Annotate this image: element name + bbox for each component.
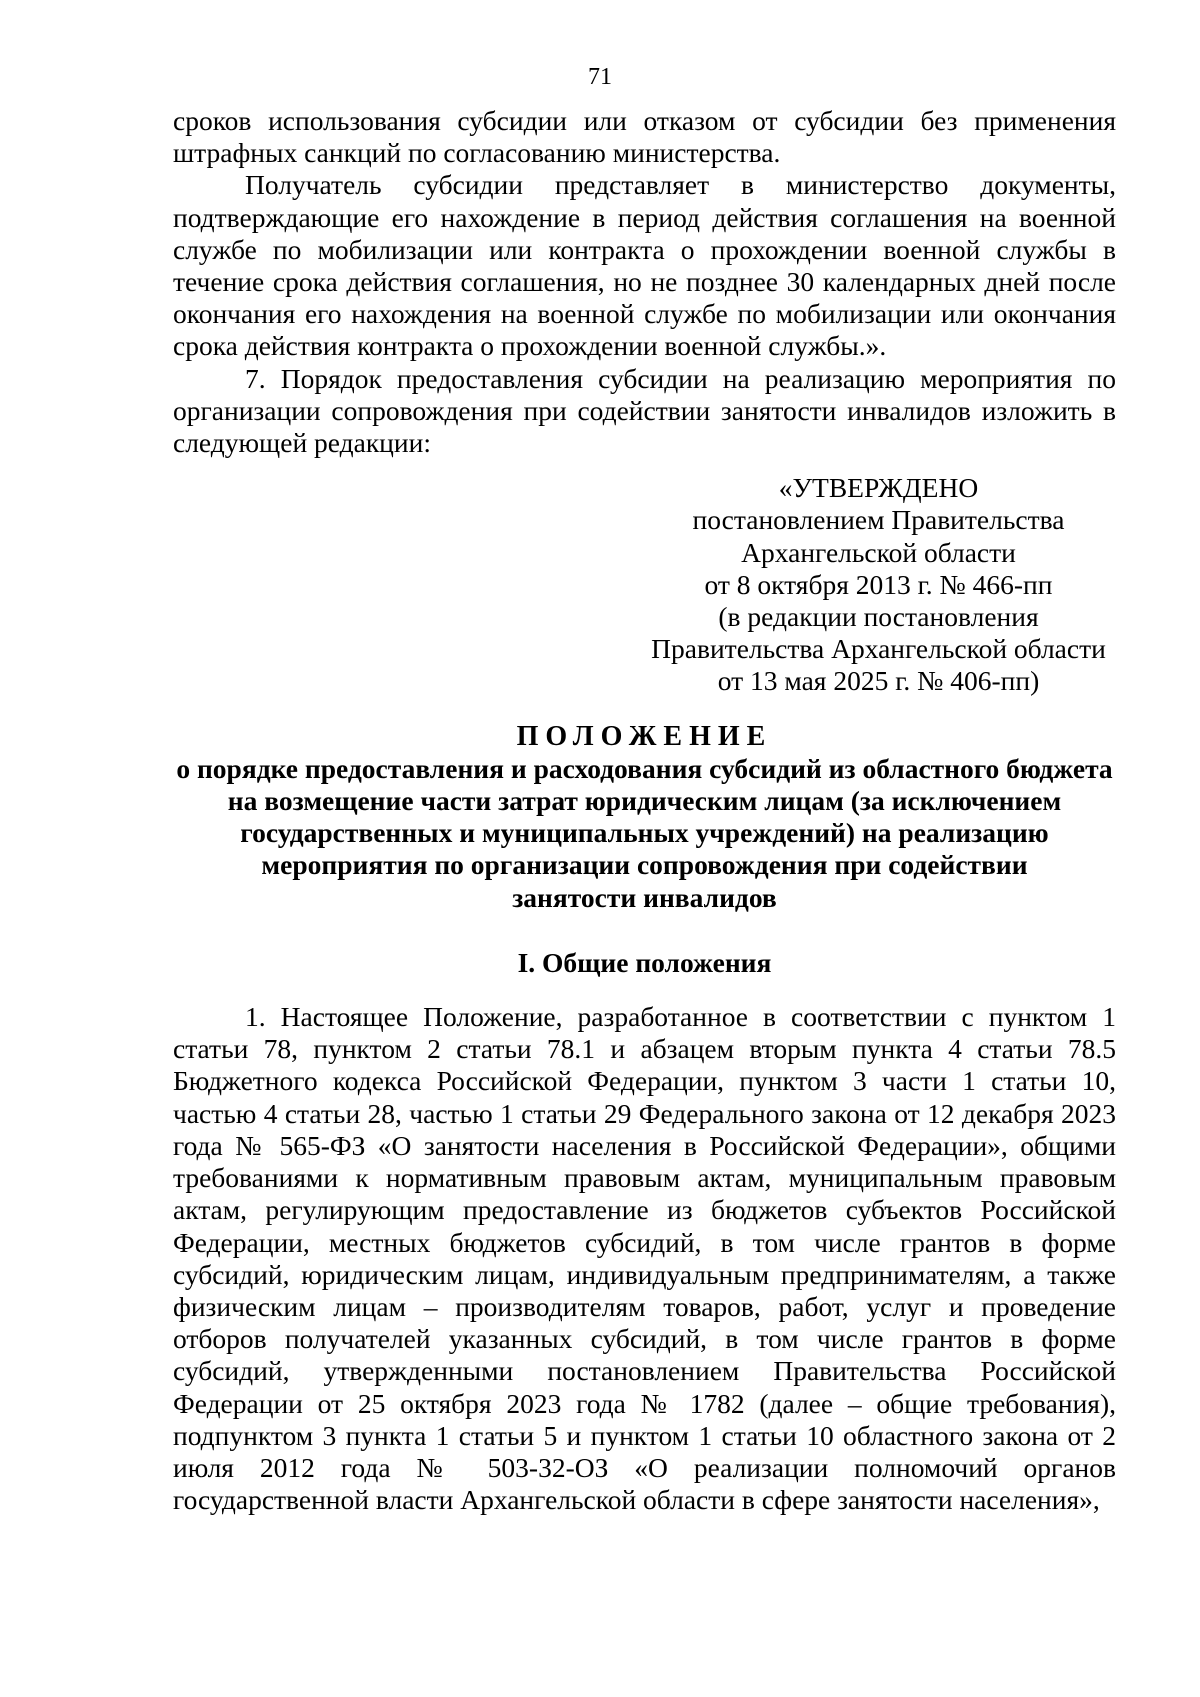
approval-line: «УТВЕРЖДЕНО bbox=[778, 472, 979, 504]
section-heading: I. Общие положения bbox=[517, 946, 772, 978]
subtitle-line: на возмещение части затрат юридическим лицам (за исключением bbox=[227, 785, 1062, 817]
approval-stamp-block bbox=[641, 472, 1116, 697]
amendment-item-7-paragraph: 7. Порядок предоставления субсидии на реализацию мероприятия по организации сопровождения при содействии занятости инвалидов изложить в следующей редакции: bbox=[173, 362, 1116, 459]
approval-line: от 13 мая 2025 г. № 406-пп) bbox=[717, 665, 1040, 697]
approval-line: постановлением Правительства bbox=[692, 504, 1065, 536]
approval-line: Правительства Архангельской области bbox=[651, 633, 1106, 665]
section-paragraph-1: 1. Настоящее Положение, разработанное в соответствии с пунктом 1 статьи 78, пунктом 2 статьи 78.1 и абзацем вторым пункта 4 статьи 78.5 Бюджетного кодекса Российской Федерации, пунктом 3 части 1 статьи 10, частью 4 статьи 28, частью 1 статьи 29 Федерального закона от 12 декабря 2023 года № 565-ФЗ «О занятости населения в Российской Федерации», общими требованиями к нормативным правовым актам, муниципальным правовым актам, регулирующим предоставление из бюджетов субъектов Российской Федерации, местных бюджетов субсидий, в том числе грантов в форме субсидий, юридическим лицам, индивидуальным предпринимателям, а также физическим лицам – производителям товаров, работ, услуг и проведение отборов получателей указанных субсидий, в том числе грантов в форме субсидий, утвержденными постановлением Правительства Российской Федерации от 25 октября 2023 года № 1782 (далее – общие требования), подпунктом 3 пункта 1 статьи 5 и пунктом 1 статьи 10 областного закона от 2 июля 2012 года № 503-32-ОЗ «О реализации полномочий органов государственной власти Архангельской области в сфере занятости населения», bbox=[173, 1001, 1116, 1516]
subtitle-line: о порядке предоставления и расходования субсидий из областного бюджета bbox=[176, 752, 1113, 784]
document-subtitle bbox=[173, 753, 1116, 914]
approval-line: от 8 октября 2013 г. № 466-пп bbox=[704, 568, 1053, 600]
subtitle-line: занятости инвалидов bbox=[512, 881, 777, 913]
subtitle-line: мероприятия по организации сопровождения при содействии bbox=[261, 849, 1028, 881]
continuation-paragraph: сроков использования субсидии или отказом от субсидии без применения штрафных санкций по согласованию министерства. bbox=[173, 105, 1116, 169]
page-number: 71 bbox=[588, 64, 612, 90]
document-title: ПОЛОЖЕНИЕ bbox=[516, 720, 773, 752]
approval-line: (в редакции постановления bbox=[718, 601, 1039, 633]
recipient-documents-paragraph: Получатель субсидии представляет в министерство документы, подтверждающие его нахождение в период действия соглашения на военной службе по мобилизации или контракта о прохождении военной службы в течение срока действия соглашения, но не позднее 30 календарных дней после окончания его нахождения на военной службе по мобилизации или окончания срока действия контракта о прохождении военной службы.». bbox=[173, 169, 1116, 362]
page-body bbox=[173, 105, 1116, 1516]
subtitle-line: государственных и муниципальных учреждений) на реализацию bbox=[240, 817, 1049, 849]
approval-line: Архангельской области bbox=[741, 536, 1016, 568]
